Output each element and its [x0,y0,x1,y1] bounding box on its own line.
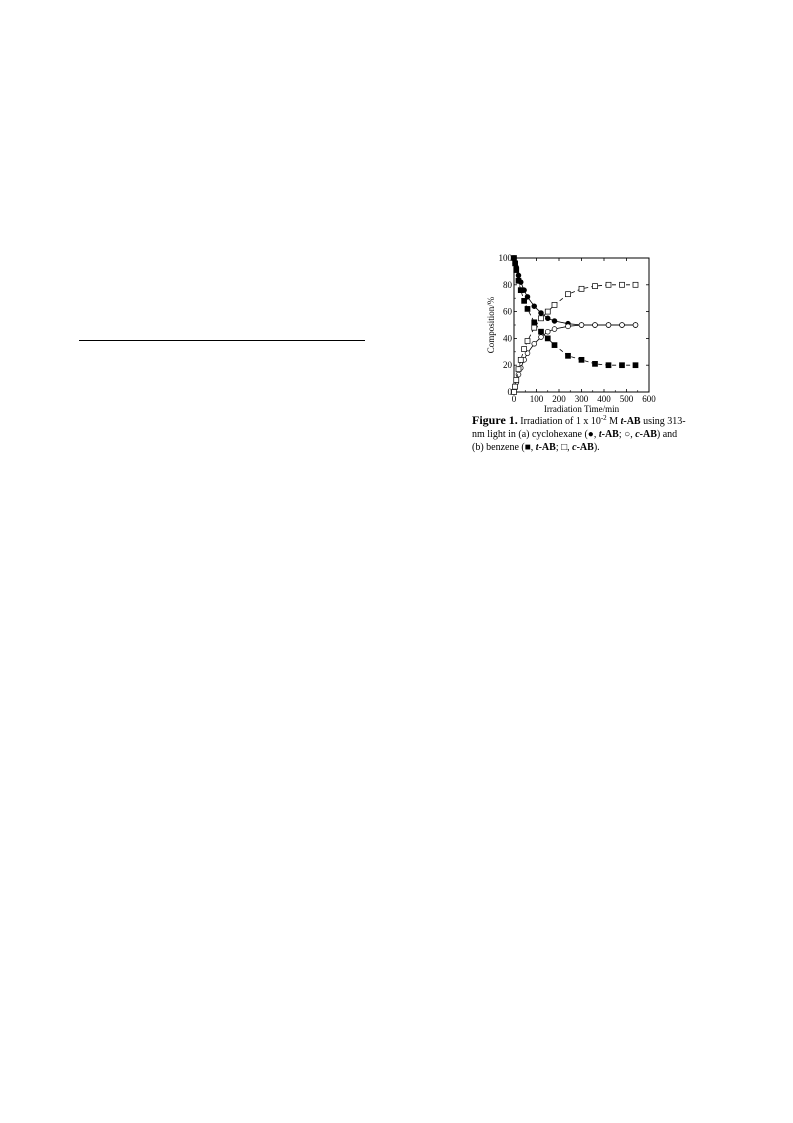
series-3-point-10 [552,302,557,307]
series-3-point-14 [606,282,611,287]
caption-ab-5: -AB [576,442,594,453]
series-2-point-14 [606,363,611,368]
series-2-point-1 [513,261,518,266]
series-2-point-12 [579,357,584,362]
series-3-point-3 [516,367,521,372]
series-3-point-6 [525,339,530,344]
series-2-point-2 [514,268,519,273]
series-0-point-7 [532,304,537,309]
series-2-point-0 [512,256,517,261]
series-1-point-13 [593,323,598,328]
y-tick-label-0: 0 [507,387,512,397]
x-tick-label-0: 0 [511,394,517,404]
series-3-point-0 [512,390,517,395]
series-3-point-2 [514,377,519,382]
series-1-point-12 [579,323,584,328]
series-1-point-11 [566,324,571,329]
figure-1 [466,244,690,454]
y-tick-label-5: 100 [498,253,512,263]
series-0-point-10 [552,319,557,324]
series-3-point-4 [518,357,523,362]
series-2-point-10 [552,343,557,348]
series-3-point-1 [513,384,518,389]
caption-c-prefix-1: c [635,429,640,440]
caption-sep-5: ; [555,442,562,453]
caption-t-prefix-3: t [535,442,539,453]
series-2-point-9 [545,336,550,341]
x-tick-label-4: 400 [597,394,611,404]
series-2-point-6 [525,306,530,311]
caption-t-prefix-1: t [620,416,624,427]
series-1-point-7 [532,341,537,346]
series-3-point-12 [579,286,584,291]
open-circle-icon: ○ [624,429,631,440]
caption-ab-4: -AB [538,442,556,453]
filled-square-icon: ■ [524,442,531,453]
series-2-point-5 [522,298,527,303]
series-3-point-13 [593,284,598,289]
series-line-1 [514,325,636,392]
x-tick-label-3: 300 [574,394,589,404]
y-tick-label-1: 20 [503,360,512,371]
series-1-point-8 [539,335,544,340]
series-line-2 [514,258,636,365]
x-tick-label-6: 600 [642,394,656,404]
caption-sep-1: , [593,429,599,440]
series-2-point-8 [539,329,544,334]
caption-ab-3: -AB [639,429,657,440]
y-axis-label: Composition/% [486,296,496,354]
y-tick-label-4: 80 [503,279,512,290]
x-axis-label: Irradiation Time/min [543,404,620,412]
composition-chart [466,244,690,412]
series-2-point-16 [633,363,638,368]
series-0-point-8 [539,311,544,316]
caption-sep-3: , [630,429,636,440]
series-3-point-16 [633,282,638,287]
y-tick-label-3: 60 [503,306,512,317]
caption-text-3: using 313-nm light in (a) cyclohexane ( [472,416,686,440]
figure-caption [472,414,690,454]
caption-text-4: ) and (b) benzene ( [472,429,678,453]
series-2-point-11 [566,353,571,358]
series-0-point-9 [545,316,550,321]
series-line-3 [514,285,636,392]
series-2-point-13 [593,361,598,366]
x-tick-label-5: 500 [619,394,634,404]
series-3-point-15 [620,282,625,287]
caption-sep-2: ; [618,429,625,440]
filled-circle-icon: ● [587,429,594,440]
series-1-point-16 [633,323,638,328]
caption-text-2: M [606,416,621,427]
caption-sep-6: , [567,442,573,453]
series-1-point-9 [545,329,550,334]
open-square-icon: □ [561,442,568,453]
caption-text-5: ). [593,442,600,453]
caption-text-1: Irradiation of 1 x 10 [520,416,601,427]
series-3-point-8 [539,316,544,321]
series-3-point-11 [566,292,571,297]
figure-label: Figure 1. [472,413,518,427]
caption-exponent: -2 [600,414,607,422]
y-tick-label-2: 40 [503,333,512,344]
x-tick-label-1: 100 [529,394,544,404]
series-1-point-10 [552,327,557,332]
x-tick-label-2: 200 [552,394,566,404]
horizontal-rule [79,340,365,341]
series-3-point-7 [532,325,537,330]
caption-t-prefix-2: t [598,429,602,440]
series-1-point-14 [606,323,611,328]
series-1-point-15 [620,323,625,328]
series-3-point-5 [522,347,527,352]
series-2-point-15 [620,363,625,368]
series-2-point-7 [532,320,537,325]
caption-ab-1: -AB [623,416,641,427]
caption-sep-4: , [530,442,536,453]
series-2-point-3 [516,278,521,283]
caption-c-prefix-2: c [572,442,577,453]
caption-ab-2: -AB [601,429,619,440]
series-3-point-9 [545,309,550,314]
series-2-point-4 [518,288,523,293]
